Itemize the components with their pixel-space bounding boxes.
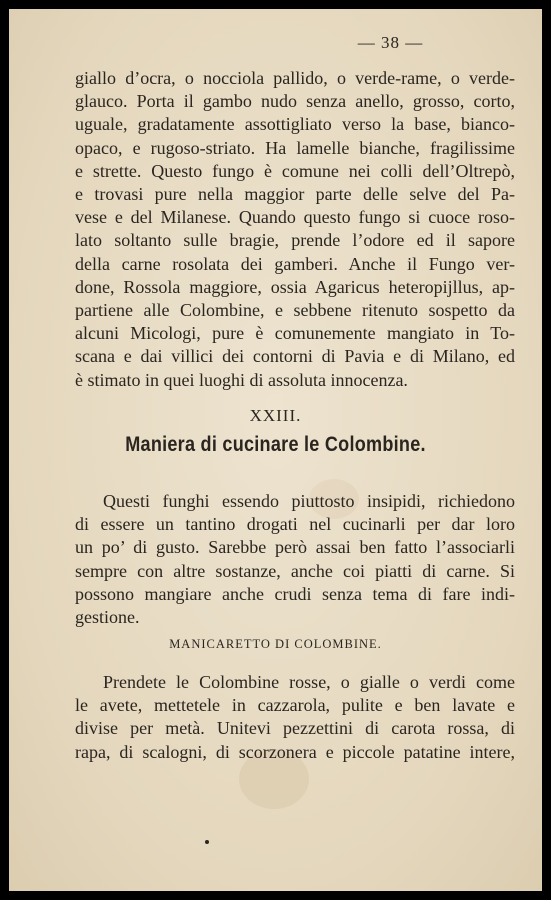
text-line: è stimato in quei luoghi di assoluta innocenza. bbox=[75, 369, 408, 390]
text-line: di essere un tantino drogati nel cucinarli per dar loro bbox=[75, 514, 515, 535]
text-line: sempre con altre sostanze, anche coi piatti di carne. Si bbox=[75, 560, 515, 581]
text-line: vese e del Milanese. Quando questo fungo si cuoce roso- bbox=[75, 207, 515, 228]
text-line: giallo d’ocra, o nocciola pallido, o verde-rame, o verde- bbox=[75, 68, 515, 88]
text-line: e strette. Questo fungo è comune nei colli dell’Oltrepò, bbox=[75, 160, 515, 181]
paragraph-recipe bbox=[75, 671, 515, 764]
text-line: gestione. bbox=[75, 607, 140, 628]
paragraph-introduction bbox=[75, 490, 515, 629]
text-line: Questi funghi essendo piuttosto insipidi, richiedono bbox=[103, 491, 515, 511]
text-line: le avete, mettetele in cazzarola, pulite e ben lavate e bbox=[75, 695, 515, 716]
chapter-title: Maniera di cucinare le Colombine. bbox=[125, 433, 426, 456]
book-page bbox=[9, 9, 542, 891]
page-number: — 38 — bbox=[357, 33, 424, 52]
text-line: glauco. Porta il gambo nudo senza anello, grosso, corto, bbox=[75, 91, 515, 112]
ink-dot bbox=[205, 840, 209, 844]
text-line: divise per metà. Unitevi pezzettini di carota rossa, di bbox=[75, 718, 515, 739]
text-line: scana e dai villici dei contorni di Pavia e di Milano, ed bbox=[75, 346, 515, 367]
text-line: uguale, gradatamente assottigliato verso la base, bianco- bbox=[75, 114, 515, 135]
text-line: partiene alle Colombine, e sebbene ritenuto sospetto da bbox=[75, 300, 515, 321]
text-line: done, Rossola maggiore, ossia Agaricus heteropijllus, ap- bbox=[75, 276, 515, 297]
text-line: possono mangiare anche crudi senza tema di fare indi- bbox=[75, 583, 515, 604]
text-line: Prendete le Colombine rosse, o gialle o verdi come bbox=[103, 672, 515, 692]
text-line: alcuni Micologi, pure è comunemente mangiato in To- bbox=[75, 323, 515, 344]
text-line: rapa, di scalogni, di scorzonera e piccole patatine intere, bbox=[75, 741, 515, 762]
text-line: un po’ di gusto. Sarebbe però assai ben fatto l’associarli bbox=[75, 537, 515, 558]
text-line: opaco, e rugoso-striato. Ha lamelle bianche, fragilissime bbox=[75, 137, 515, 158]
recipe-title: MANICARETTO DI COLOMBINE. bbox=[169, 637, 382, 651]
text-line: della carne rosolata dei gamberi. Anche il Fungo ver- bbox=[75, 253, 515, 274]
text-line: e trovasi pure nella maggior parte delle selve del Pa- bbox=[75, 184, 515, 205]
text-line: lato soltanto sulle bragie, prende l’odore ed il sapore bbox=[75, 230, 515, 251]
paragraph-mushroom-description bbox=[75, 67, 515, 392]
chapter-number: XXIII. bbox=[249, 406, 302, 425]
